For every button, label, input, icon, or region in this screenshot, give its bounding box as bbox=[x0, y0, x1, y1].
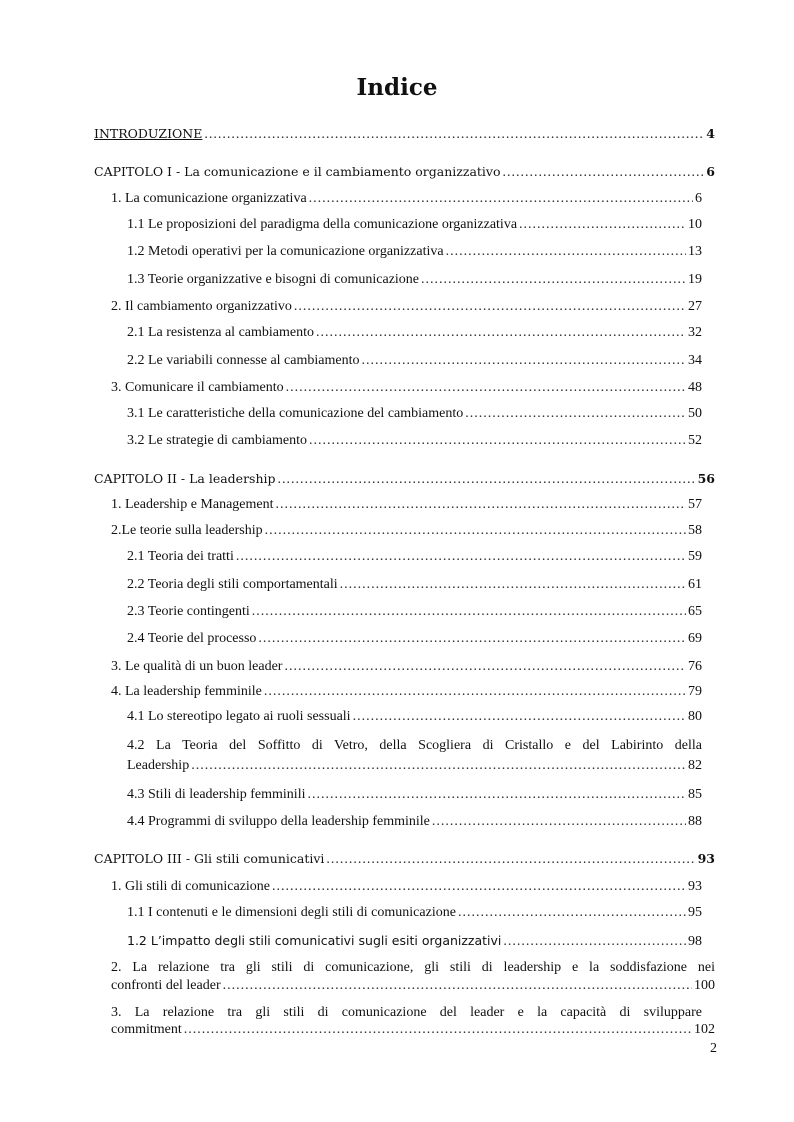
toc-entry-label: 1.3 Teorie organizzative e bisogni di comunicazione bbox=[127, 272, 420, 287]
toc-entry-label: 2.1 Teoria dei tratti bbox=[127, 549, 234, 564]
dot-leader bbox=[316, 324, 686, 341]
toc-page-number: 48 bbox=[688, 380, 702, 395]
toc-entry-introduzione[interactable] bbox=[94, 125, 715, 143]
toc-page-number: 61 bbox=[688, 577, 702, 592]
toc-entry-label: 1. Leadership e Management bbox=[111, 497, 274, 512]
toc-entry-label: 4. La leadership femminile bbox=[111, 684, 262, 699]
toc-entry[interactable] bbox=[111, 658, 702, 675]
dot-leader bbox=[458, 904, 686, 921]
toc-page-number: 13 bbox=[688, 244, 702, 259]
toc-page-number: 50 bbox=[688, 406, 702, 421]
toc-entry-label: 3. La relazione tra gli stili di comunicazione del leader e la capacità di sviluppare bbox=[111, 1005, 702, 1020]
dot-leader bbox=[309, 190, 693, 207]
toc-entry-label: confronti del leader bbox=[111, 978, 221, 993]
dot-leader bbox=[307, 786, 686, 803]
toc-page-number: 79 bbox=[688, 684, 702, 699]
toc-entry-label: 2.2 Teoria degli stili comportamentali bbox=[127, 577, 338, 592]
toc-entry[interactable] bbox=[127, 603, 702, 620]
toc-entry-continuation[interactable] bbox=[111, 977, 715, 994]
toc-entry-label: 2.1 La resistenza al cambiamento bbox=[127, 325, 314, 340]
dot-leader bbox=[191, 757, 686, 774]
toc-entry[interactable] bbox=[111, 298, 702, 315]
toc-page-number: 82 bbox=[688, 758, 702, 773]
toc-entry-label: 2.3 Teorie contingenti bbox=[127, 604, 250, 619]
dot-leader bbox=[353, 708, 686, 725]
dot-leader bbox=[223, 977, 692, 994]
toc-page-number: 80 bbox=[688, 709, 702, 724]
dot-leader bbox=[272, 878, 686, 895]
dot-leader bbox=[326, 851, 695, 868]
toc-entry[interactable] bbox=[111, 522, 702, 539]
toc-entry-label: 2. La relazione tra gli stili di comunicazione, gli stili di leadership e la soddisfazione nei bbox=[111, 960, 715, 975]
toc-page-number: 102 bbox=[694, 1022, 715, 1037]
toc-entry[interactable] bbox=[111, 683, 702, 700]
dot-leader bbox=[278, 471, 696, 488]
toc-entry-label: 2. Il cambiamento organizzativo bbox=[111, 299, 292, 314]
dot-leader bbox=[421, 271, 686, 288]
toc-page-number: 52 bbox=[688, 433, 702, 448]
toc-entry-label: 1.1 Le proposizioni del paradigma della comunicazione organizzativa bbox=[127, 217, 518, 232]
toc-entry-label: CAPITOLO I - La comunicazione e il cambiamento organizzativo bbox=[94, 164, 501, 179]
dot-leader bbox=[519, 216, 686, 233]
toc-entry-label: 1.2 Metodi operativi per la comunicazione organizzativa bbox=[127, 244, 444, 259]
dot-leader bbox=[294, 298, 686, 315]
toc-entry-multiline[interactable] bbox=[127, 737, 702, 754]
toc-entry-label: CAPITOLO II - La leadership bbox=[94, 471, 276, 486]
toc-entry[interactable] bbox=[127, 786, 702, 803]
toc-entry-label: 4.4 Programmi di sviluppo della leadership femminile bbox=[127, 814, 430, 829]
toc-entry[interactable] bbox=[127, 630, 702, 647]
toc-entry-label: commitment bbox=[111, 1022, 182, 1037]
toc-entry[interactable] bbox=[127, 405, 702, 422]
toc-page-number: 93 bbox=[688, 879, 702, 894]
dot-leader bbox=[309, 432, 686, 449]
toc-entry-label: 2.2 Le variabili connesse al cambiamento bbox=[127, 353, 360, 368]
toc-entry-continuation[interactable] bbox=[127, 757, 702, 774]
toc-entry-label: 1. La comunicazione organizzativa bbox=[111, 191, 307, 206]
toc-entry[interactable] bbox=[127, 904, 702, 921]
dot-leader bbox=[184, 1021, 692, 1038]
toc-entry-multiline[interactable] bbox=[111, 1004, 702, 1021]
toc-entry-label: 4.2 La Teoria del Soffitto di Vetro, della Scogliera di Cristallo e del Labirinto della bbox=[127, 738, 702, 753]
toc-page-number: 93 bbox=[697, 851, 715, 866]
toc-page-number: 10 bbox=[688, 217, 702, 232]
toc-entry[interactable] bbox=[127, 932, 702, 950]
toc-page-number: 88 bbox=[688, 814, 702, 829]
toc-entry-label: 1. Gli stili di comunicazione bbox=[111, 879, 271, 894]
toc-entry[interactable] bbox=[111, 379, 702, 396]
toc-entry-label: 4.3 Stili di leadership femminili bbox=[127, 787, 306, 802]
toc-entry-label: 2.4 Teorie del processo bbox=[127, 631, 257, 646]
dot-leader bbox=[236, 548, 686, 565]
toc-page-number: 56 bbox=[697, 471, 715, 486]
toc-page-number: 57 bbox=[688, 497, 702, 512]
toc-page-number: 4 bbox=[706, 126, 715, 141]
toc-page-number: 59 bbox=[688, 549, 702, 564]
toc-entry[interactable] bbox=[127, 708, 702, 725]
dot-leader bbox=[361, 352, 686, 369]
dot-leader bbox=[276, 496, 687, 513]
toc-page-number: 100 bbox=[694, 978, 715, 993]
toc-entry-label: 1.2 L’impatto degli stili comunicativi sugli esiti organizzativi bbox=[127, 933, 502, 948]
toc-entry-continuation[interactable] bbox=[111, 1021, 715, 1038]
toc-entry[interactable] bbox=[127, 352, 702, 369]
toc-page-number: 98 bbox=[688, 934, 702, 949]
toc-entry[interactable] bbox=[127, 813, 702, 830]
toc-page-number: 19 bbox=[688, 272, 702, 287]
toc-entry-capitolo-3[interactable] bbox=[94, 850, 715, 868]
toc-entry[interactable] bbox=[111, 190, 702, 207]
toc-page-number: 6 bbox=[695, 191, 702, 206]
toc-entry-label: 1.1 I contenuti e le dimensioni degli stili di comunicazione bbox=[127, 905, 456, 920]
toc-page-number: 27 bbox=[688, 299, 702, 314]
toc-page-number: 65 bbox=[688, 604, 702, 619]
toc-page-number: 85 bbox=[688, 787, 702, 802]
dot-leader bbox=[284, 658, 686, 675]
toc-entry[interactable] bbox=[127, 576, 702, 593]
page-title: Indice bbox=[356, 74, 438, 101]
dot-leader bbox=[265, 522, 686, 539]
toc-entry-label: 3. Comunicare il cambiamento bbox=[111, 380, 284, 395]
toc-entry[interactable] bbox=[127, 271, 702, 288]
dot-leader bbox=[252, 603, 686, 620]
toc-page-number: 95 bbox=[688, 905, 702, 920]
dot-leader bbox=[286, 379, 686, 396]
toc-entry[interactable] bbox=[127, 324, 702, 341]
toc-entry[interactable] bbox=[127, 216, 702, 233]
toc-entry[interactable] bbox=[127, 548, 702, 565]
toc-entry-label: 4.1 Lo stereotipo legato ai ruoli sessuali bbox=[127, 709, 351, 724]
dot-leader bbox=[204, 126, 704, 143]
dot-leader bbox=[446, 243, 686, 260]
toc-entry-label: INTRODUZIONE bbox=[94, 126, 203, 141]
toc-entry[interactable] bbox=[127, 243, 702, 260]
toc-page-number: 32 bbox=[688, 325, 702, 340]
toc-entry-label: 3. Le qualità di un buon leader bbox=[111, 659, 283, 674]
dot-leader bbox=[432, 813, 686, 830]
dot-leader bbox=[340, 576, 686, 593]
dot-leader bbox=[503, 933, 686, 950]
toc-page-number: 34 bbox=[688, 353, 702, 368]
toc-entry-multiline[interactable] bbox=[111, 959, 715, 976]
toc-entry[interactable] bbox=[111, 496, 702, 513]
dot-leader bbox=[258, 630, 686, 647]
toc-entry-label: Leadership bbox=[127, 758, 190, 773]
toc-entry-capitolo-1[interactable] bbox=[94, 163, 715, 181]
dot-leader bbox=[503, 164, 705, 181]
toc-entry-label: 3.2 Le strategie di cambiamento bbox=[127, 433, 307, 448]
toc-entry-label: 3.1 Le caratteristiche della comunicazione del cambiamento bbox=[127, 406, 464, 421]
toc-page-number: 58 bbox=[688, 523, 702, 538]
toc-entry[interactable] bbox=[127, 432, 702, 449]
toc-entry[interactable] bbox=[111, 878, 702, 895]
toc-entry-capitolo-2[interactable] bbox=[94, 470, 715, 488]
dot-leader bbox=[264, 683, 686, 700]
toc-entry-label: CAPITOLO III - Gli stili comunicativi bbox=[94, 851, 325, 866]
page-number: 2 bbox=[710, 1041, 717, 1056]
toc-page-number: 76 bbox=[688, 659, 702, 674]
toc-page-number: 6 bbox=[706, 164, 715, 179]
dot-leader bbox=[465, 405, 686, 422]
toc-entry-label: 2.Le teorie sulla leadership bbox=[111, 523, 263, 538]
toc-page-number: 69 bbox=[688, 631, 702, 646]
